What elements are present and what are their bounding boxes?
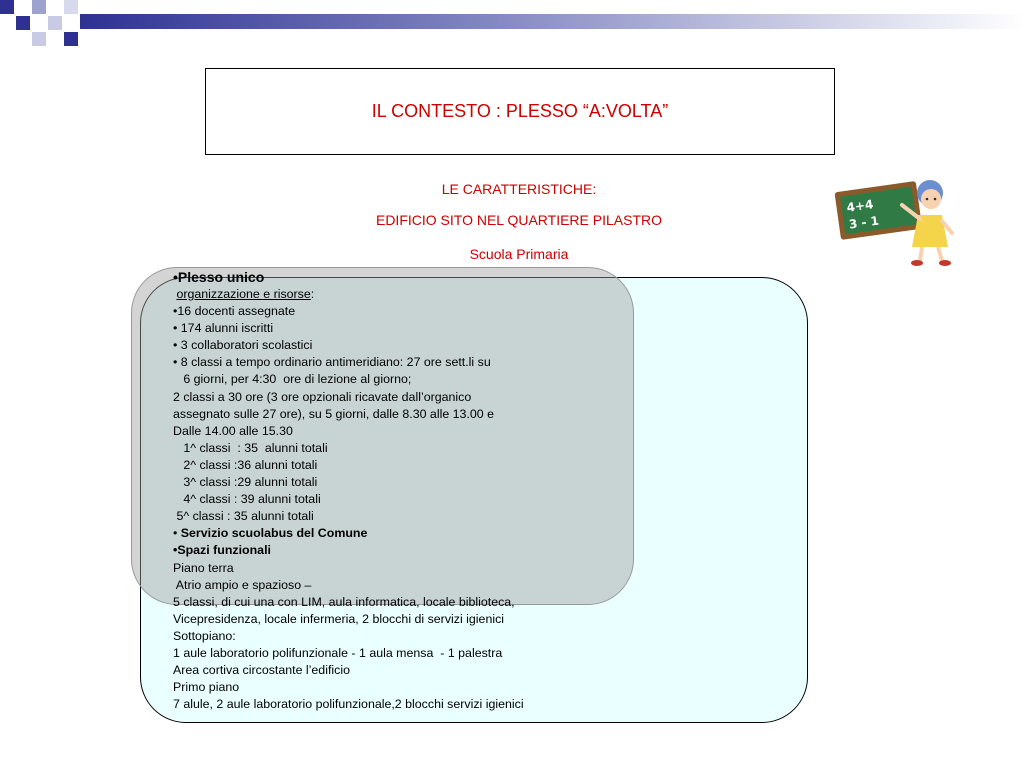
list-item: • 8 classi a tempo ordinario antimeridiano: 27 ore sett.li su xyxy=(173,355,491,370)
list-item: Atrio ampio e spazioso – xyxy=(173,577,312,592)
header-square xyxy=(0,0,14,14)
list-item: • 174 alunni iscritti xyxy=(173,321,274,336)
list-item: Dalle 14.00 alle 15.30 xyxy=(173,423,293,438)
list-item: 3^ classi :29 alunni totali xyxy=(173,475,318,490)
list-item: 4^ classi : 39 alunni totali xyxy=(173,492,321,507)
subheading-caratteristiche: LE CARATTERISTICHE: xyxy=(441,181,597,197)
list-item: Piano terra xyxy=(173,560,234,575)
subheading-edificio: EDIFICIO SITO NEL QUARTIERE PILASTRO xyxy=(375,212,663,228)
list-item: •16 docenti assegnate xyxy=(173,304,296,319)
list-item: 2^ classi :36 alunni totali xyxy=(173,457,318,472)
plesso-unico-heading: •Plesso unico xyxy=(173,269,265,285)
list-item: Sottopiano: xyxy=(173,628,236,643)
list-item: 2 classi a 30 ore (3 ore opzionali ricavate dall’organico xyxy=(173,389,472,404)
girl-chalkboard-illustration xyxy=(830,175,960,270)
list-item: Area cortiva circostante l’edificio xyxy=(173,663,350,678)
org-line xyxy=(173,286,733,303)
list-item: 6 giorni, per 4:30 ore di lezione al giorno; xyxy=(173,372,412,387)
header-square xyxy=(48,16,62,30)
list-item: assegnato sulle 27 ore), su 5 giorni, dalle 8.30 alle 13.00 e xyxy=(173,406,494,421)
scuolabus-line xyxy=(173,525,733,542)
title-box xyxy=(205,68,835,155)
list-item: 5 classi, di cui una con LIM, aula informatica, locale biblioteca, xyxy=(173,594,515,609)
list-item: 5^ classi : 35 alunni totali xyxy=(173,509,314,524)
content-text xyxy=(173,269,733,713)
svg-text:3 - 1: 3 - 1 xyxy=(848,213,880,232)
subheading-scuola: Scuola Primaria xyxy=(469,246,569,262)
bullet: • xyxy=(173,526,181,541)
org-colon: : xyxy=(310,287,315,301)
header-square xyxy=(16,16,30,30)
page-title: IL CONTESTO : PLESSO “A:VOLTA” xyxy=(371,101,669,121)
list-item: 7 alule, 2 aule laboratorio polifunzionale,2 blocchi servizi igienici xyxy=(173,697,524,712)
list-item: 1^ classi : 35 alunni totali xyxy=(173,440,328,455)
list-item: Primo piano xyxy=(173,680,240,695)
header-square xyxy=(32,0,46,14)
header-square xyxy=(32,32,46,46)
header-square xyxy=(64,0,78,14)
list-item: 1 aule laboratorio polifunzionale - 1 aula mensa - 1 palestra xyxy=(173,645,503,660)
org-label: organizzazione e risorse xyxy=(176,287,311,301)
list-item: • 3 collaboratori scolastici xyxy=(173,338,313,353)
list-item: Vicepresidenza, locale infermeria, 2 blocchi di servizi igienici xyxy=(173,611,505,626)
header-square xyxy=(64,32,78,46)
scuolabus-text: Servizio scuolabus del Comune xyxy=(180,526,368,541)
spazi-heading: •Spazi funzionali xyxy=(173,543,271,558)
header-gradient-bar xyxy=(80,14,1024,29)
svg-text:4+4: 4+4 xyxy=(845,197,875,215)
